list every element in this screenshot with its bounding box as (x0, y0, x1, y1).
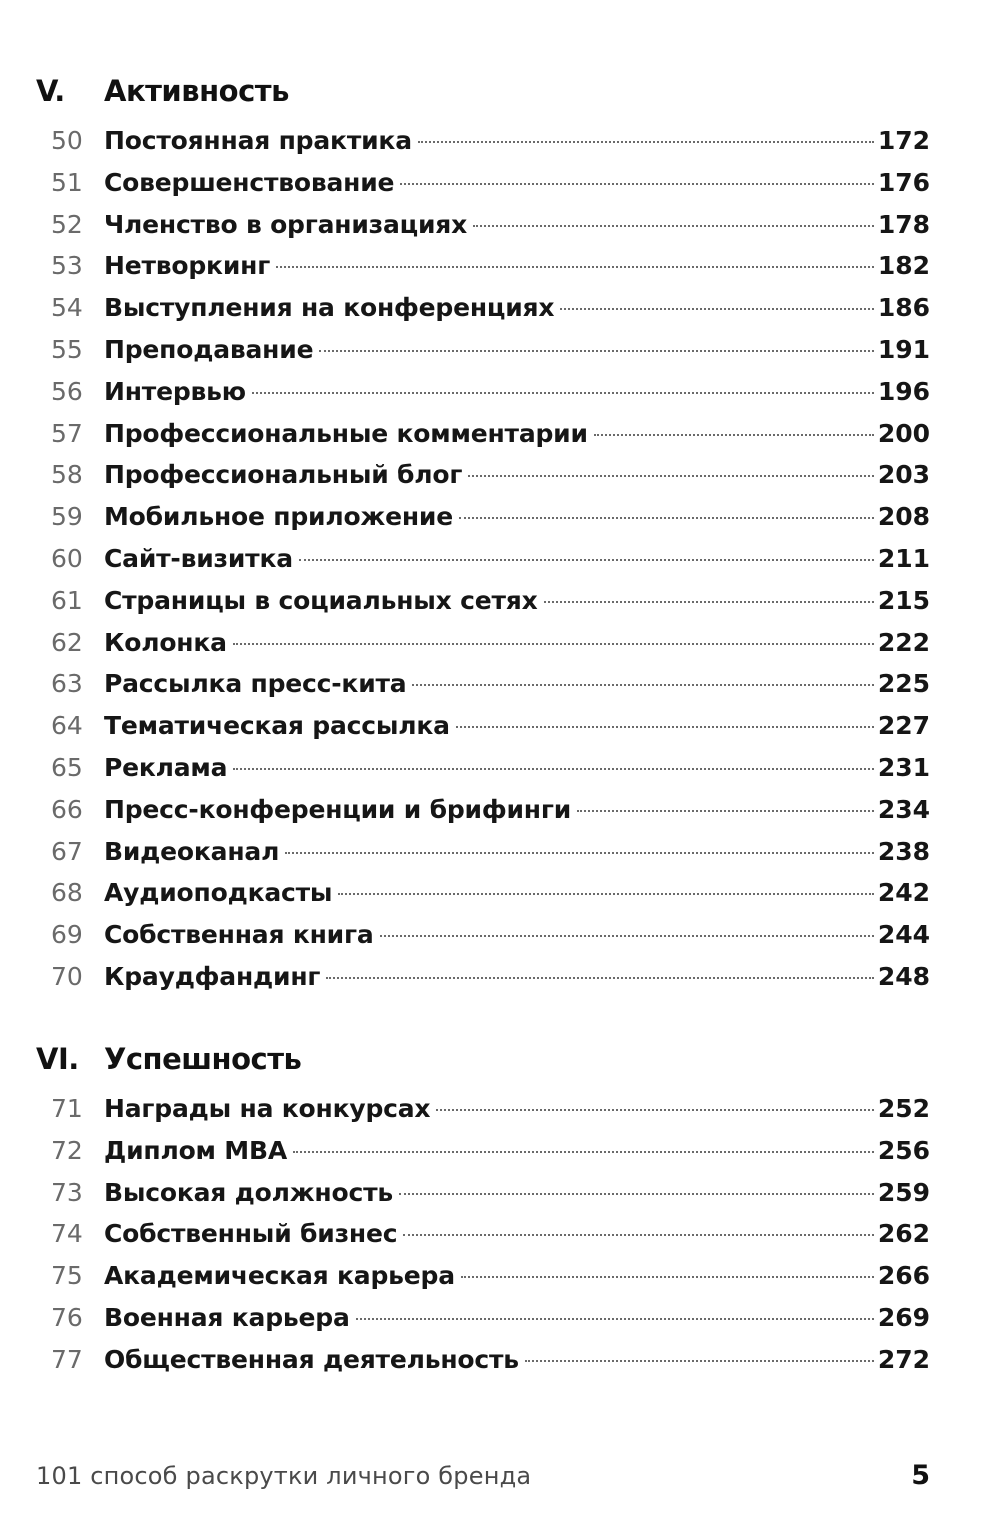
toc-entry-title: Страницы в социальных сетях (104, 585, 538, 615)
toc-entry-page: 266 (877, 1261, 930, 1291)
toc-entry-number: 59 (51, 502, 83, 532)
toc-entry (36, 287, 930, 329)
toc-entry (36, 747, 930, 789)
dot-leader (400, 183, 873, 185)
toc-entry-number: 63 (51, 669, 83, 699)
toc-entry-title: Пресс-конференции и брифинги (104, 794, 572, 824)
dot-leader (412, 684, 873, 686)
toc-entry (36, 245, 930, 287)
dot-leader (577, 810, 874, 812)
toc-entry (36, 1130, 930, 1172)
dot-leader (456, 726, 874, 728)
toc-section-activity (36, 74, 930, 998)
toc-entry-number: 66 (51, 794, 83, 824)
toc-entry-number: 52 (51, 209, 83, 239)
toc-entry-title: Реклама (104, 752, 228, 782)
toc-entry-title: Рассылка пресс-кита (104, 669, 407, 699)
toc-entry-number: 62 (51, 627, 83, 657)
toc-entry (36, 872, 930, 914)
toc-entry-page: 244 (877, 920, 930, 950)
toc-entry (36, 1172, 930, 1214)
section-numeral: V. (36, 74, 65, 108)
dot-leader (560, 308, 873, 310)
toc-entry (36, 705, 930, 747)
section-numeral: VI. (36, 1042, 79, 1076)
toc-entry-number: 73 (51, 1177, 83, 1207)
toc-entry-number: 75 (51, 1261, 83, 1291)
toc-entry (36, 622, 930, 664)
dot-leader (461, 1276, 874, 1278)
toc-entry (36, 1255, 930, 1297)
dot-leader (299, 559, 874, 561)
toc-entry-title: Сайт-визитка (104, 543, 293, 573)
toc-entry (36, 371, 930, 413)
toc-entry (36, 162, 930, 204)
toc-entry-number: 76 (51, 1302, 83, 1332)
toc-entry-title: Аудиоподкасты (104, 878, 333, 908)
toc-entry-title: Академическая карьера (104, 1261, 455, 1291)
toc-entry (36, 580, 930, 622)
toc-entry-number: 58 (51, 460, 83, 490)
dot-leader (326, 977, 874, 979)
toc-entry-page: 256 (877, 1135, 930, 1165)
toc-entry (36, 789, 930, 831)
toc-entry-page: 234 (877, 794, 930, 824)
dot-leader (459, 517, 874, 519)
toc-entry (36, 329, 930, 371)
toc-entry-title: Выступления на конференциях (104, 293, 555, 323)
toc-entry-page: 225 (877, 669, 930, 699)
toc-entry-number: 67 (51, 836, 83, 866)
toc-entry-page: 238 (877, 836, 930, 866)
toc-entry (36, 496, 930, 538)
toc-list (36, 1088, 930, 1381)
toc-entry-title: Награды на конкурсах (104, 1094, 431, 1123)
dot-leader (473, 225, 874, 227)
toc-entry-title: Краудфандинг (104, 961, 321, 991)
section-heading (36, 74, 930, 120)
dot-leader (319, 350, 873, 352)
toc-entry-title: Нетворкинг (104, 251, 271, 281)
running-footer-title: 101 способ раскрутки личного бренда (36, 1462, 532, 1490)
toc-entry-number: 70 (51, 961, 83, 991)
toc-entry-page: 248 (877, 961, 930, 991)
toc-entry-number: 51 (51, 167, 83, 197)
toc-entry-number: 61 (51, 585, 83, 615)
toc-entry-title: Постоянная практика (104, 126, 412, 155)
toc-entry-title: Профессиональный блог (104, 460, 463, 490)
page-number: 5 (911, 1460, 930, 1491)
toc-section-success (36, 1042, 930, 1381)
toc-entry (36, 663, 930, 705)
toc-entry-page: 196 (877, 376, 930, 406)
toc-entry-page: 176 (877, 167, 930, 197)
toc-entry-number: 56 (51, 376, 83, 406)
dot-leader (356, 1318, 874, 1320)
toc-entry-number: 71 (51, 1094, 83, 1123)
toc-entry (36, 831, 930, 873)
toc-entry-title: Собственный бизнес (104, 1219, 398, 1249)
toc-entry (36, 956, 930, 998)
toc-entry-title: Колонка (104, 627, 227, 657)
toc-entry-page: 262 (877, 1219, 930, 1249)
toc-entry-title: Тематическая рассылка (104, 711, 450, 741)
toc-entry-title: Видеоканал (104, 836, 280, 866)
toc-entry-page: 269 (877, 1302, 930, 1332)
toc-entry (36, 204, 930, 246)
toc-entry-title: Высокая должность (104, 1177, 393, 1207)
toc-entry-number: 64 (51, 711, 83, 741)
toc-entry-page: 242 (877, 878, 930, 908)
toc-entry-title: Диплом MBA (104, 1135, 287, 1165)
dot-leader (285, 852, 874, 854)
toc-entry-number: 77 (51, 1344, 83, 1374)
toc-entry-page: 200 (877, 418, 930, 448)
toc-entry (36, 1297, 930, 1339)
toc-entry (36, 914, 930, 956)
toc-list (36, 120, 930, 998)
dot-leader (403, 1234, 873, 1236)
toc-entry-number: 69 (51, 920, 83, 950)
section-title: Активность (104, 74, 289, 108)
toc-entry-title: Профессиональные комментарии (104, 418, 588, 448)
dot-leader (276, 266, 874, 268)
toc-entry-page: 231 (877, 752, 930, 782)
dot-leader (468, 475, 874, 477)
toc-entry-page: 172 (877, 126, 930, 155)
dot-leader (418, 141, 874, 143)
dot-leader (380, 935, 874, 937)
toc-entry-page: 211 (877, 543, 930, 573)
toc-entry (36, 1339, 930, 1381)
toc-entry-number: 53 (51, 251, 83, 281)
toc-entry-number: 72 (51, 1135, 83, 1165)
toc-entry-title: Мобильное приложение (104, 502, 454, 532)
toc-entry-title: Интервью (104, 376, 246, 406)
toc-entry-title: Военная карьера (104, 1302, 350, 1332)
section-heading (36, 1042, 930, 1088)
toc-entry-number: 54 (51, 293, 83, 323)
section-title: Успешность (104, 1042, 302, 1076)
dot-leader (544, 601, 874, 603)
toc-entry-title: Членство в организациях (104, 209, 468, 239)
toc-entry-number: 57 (51, 418, 83, 448)
toc-entry (36, 1088, 930, 1130)
toc-entry-page: 252 (877, 1094, 930, 1123)
toc-entry-page: 272 (877, 1344, 930, 1374)
dot-leader (525, 1360, 874, 1362)
toc-entry-number: 68 (51, 878, 83, 908)
toc-entry-page: 208 (877, 502, 930, 532)
toc-entry-number: 55 (51, 334, 83, 364)
toc-entry-page: 203 (877, 460, 930, 490)
toc-entry-page: 227 (877, 711, 930, 741)
dot-leader (293, 1151, 874, 1153)
toc-entry (36, 538, 930, 580)
toc-entry-number: 60 (51, 543, 83, 573)
dot-leader (436, 1109, 873, 1111)
dot-leader (399, 1193, 874, 1195)
toc-entry-page: 178 (877, 209, 930, 239)
toc-entry-number: 65 (51, 752, 83, 782)
page-footer (36, 1460, 930, 1491)
toc-entry-number: 50 (51, 126, 83, 155)
toc-entry (36, 454, 930, 496)
dot-leader (233, 643, 874, 645)
toc-entry-page: 186 (877, 293, 930, 323)
toc-entry-number: 74 (51, 1219, 83, 1249)
toc-entry-title: Совершенствование (104, 167, 395, 197)
toc-entry-title: Преподавание (104, 334, 314, 364)
toc-entry-title: Общественная деятельность (104, 1344, 519, 1374)
dot-leader (252, 392, 874, 394)
dot-leader (233, 768, 873, 770)
toc-entry (36, 413, 930, 455)
toc-entry-page: 191 (877, 334, 930, 364)
toc-entry-page: 222 (877, 627, 930, 657)
toc-entry (36, 120, 930, 162)
dot-leader (338, 893, 873, 895)
toc-entry-page: 259 (877, 1177, 930, 1207)
toc-entry (36, 1213, 930, 1255)
toc-entry-title: Собственная книга (104, 920, 374, 950)
toc-entry-page: 215 (877, 585, 930, 615)
toc-entry-page: 182 (877, 251, 930, 281)
dot-leader (594, 434, 874, 436)
